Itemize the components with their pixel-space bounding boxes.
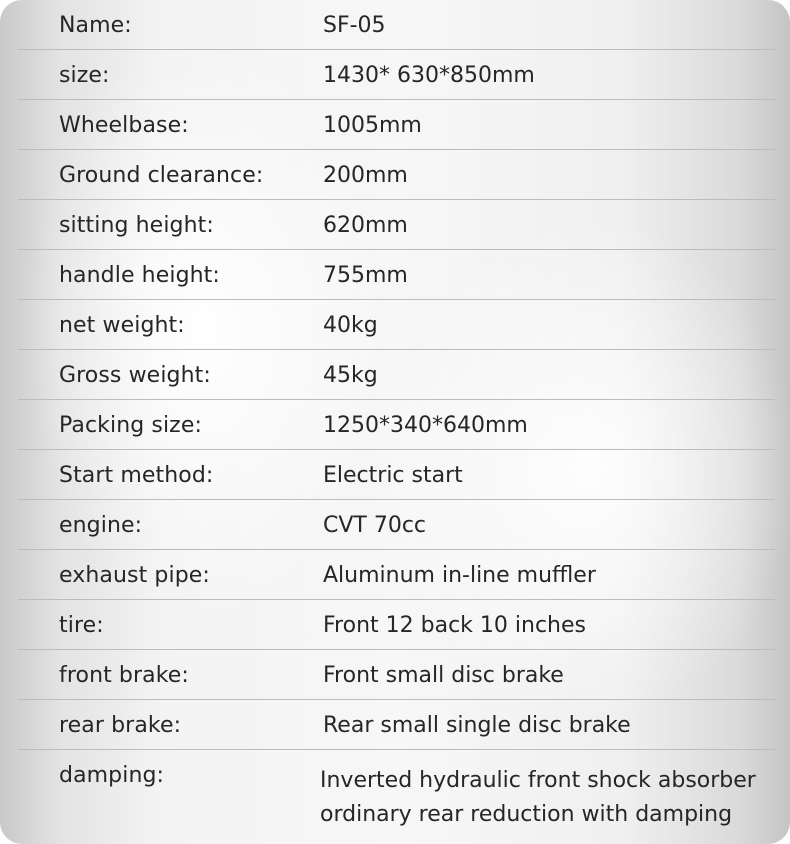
spec-value: 40kg (323, 313, 378, 338)
spec-label: Start method: (59, 463, 214, 488)
spec-value: Front small disc brake (323, 663, 564, 688)
spec-row-size (18, 50, 775, 100)
spec-label: size: (59, 63, 110, 88)
spec-value: CVT 70cc (323, 513, 427, 538)
spec-value: 200mm (323, 163, 408, 188)
spec-label: handle height: (59, 263, 220, 288)
spec-row-rear-brake (18, 700, 775, 750)
spec-label: damping: (59, 763, 165, 788)
spec-label: net weight: (59, 313, 185, 338)
spec-label: Gross weight: (59, 363, 211, 388)
spec-row-sitting-height (18, 200, 775, 250)
spec-label: Packing size: (59, 413, 202, 438)
spec-row-name (18, 0, 775, 50)
spec-value: Front 12 back 10 inches (323, 613, 586, 638)
spec-value: Electric start (323, 463, 463, 488)
spec-label: front brake: (59, 663, 189, 688)
spec-table (18, 0, 775, 840)
spec-row-start-method (18, 450, 775, 500)
spec-row-front-brake (18, 650, 775, 700)
spec-value: 1250*340*640mm (323, 413, 528, 438)
spec-label: tire: (59, 613, 104, 638)
spec-value: SF-05 (323, 13, 386, 38)
spec-row-tire (18, 600, 775, 650)
spec-row-gross-weight (18, 350, 775, 400)
spec-value (320, 764, 770, 832)
spec-value: 620mm (323, 213, 408, 238)
spec-label: engine: (59, 513, 143, 538)
spec-label: rear brake: (59, 713, 182, 738)
spec-value: Rear small single disc brake (323, 713, 631, 738)
spec-row-handle-height (18, 250, 775, 300)
spec-row-engine (18, 500, 775, 550)
spec-value: 1430* 630*850mm (323, 63, 535, 88)
spec-row-exhaust-pipe (18, 550, 775, 600)
spec-label: Name: (59, 13, 132, 38)
damping-line-2: ordinary rear reduction with damping (320, 802, 733, 827)
spec-value: 1005mm (323, 113, 422, 138)
spec-value: 45kg (323, 363, 378, 388)
spec-value: 755mm (323, 263, 408, 288)
spec-row-packing-size (18, 400, 775, 450)
spec-label: exhaust pipe: (59, 563, 210, 588)
spec-label: sitting height: (59, 213, 214, 238)
spec-label: Ground clearance: (59, 163, 264, 188)
spec-row-net-weight (18, 300, 775, 350)
spec-value: Aluminum in-line muffler (323, 563, 596, 588)
damping-line-1: Inverted hydraulic front shock absorber (320, 768, 756, 793)
spec-label: Wheelbase: (59, 113, 189, 138)
spec-row-ground-clearance (18, 150, 775, 200)
spec-row-wheelbase (18, 100, 775, 150)
spec-row-damping (18, 750, 775, 840)
